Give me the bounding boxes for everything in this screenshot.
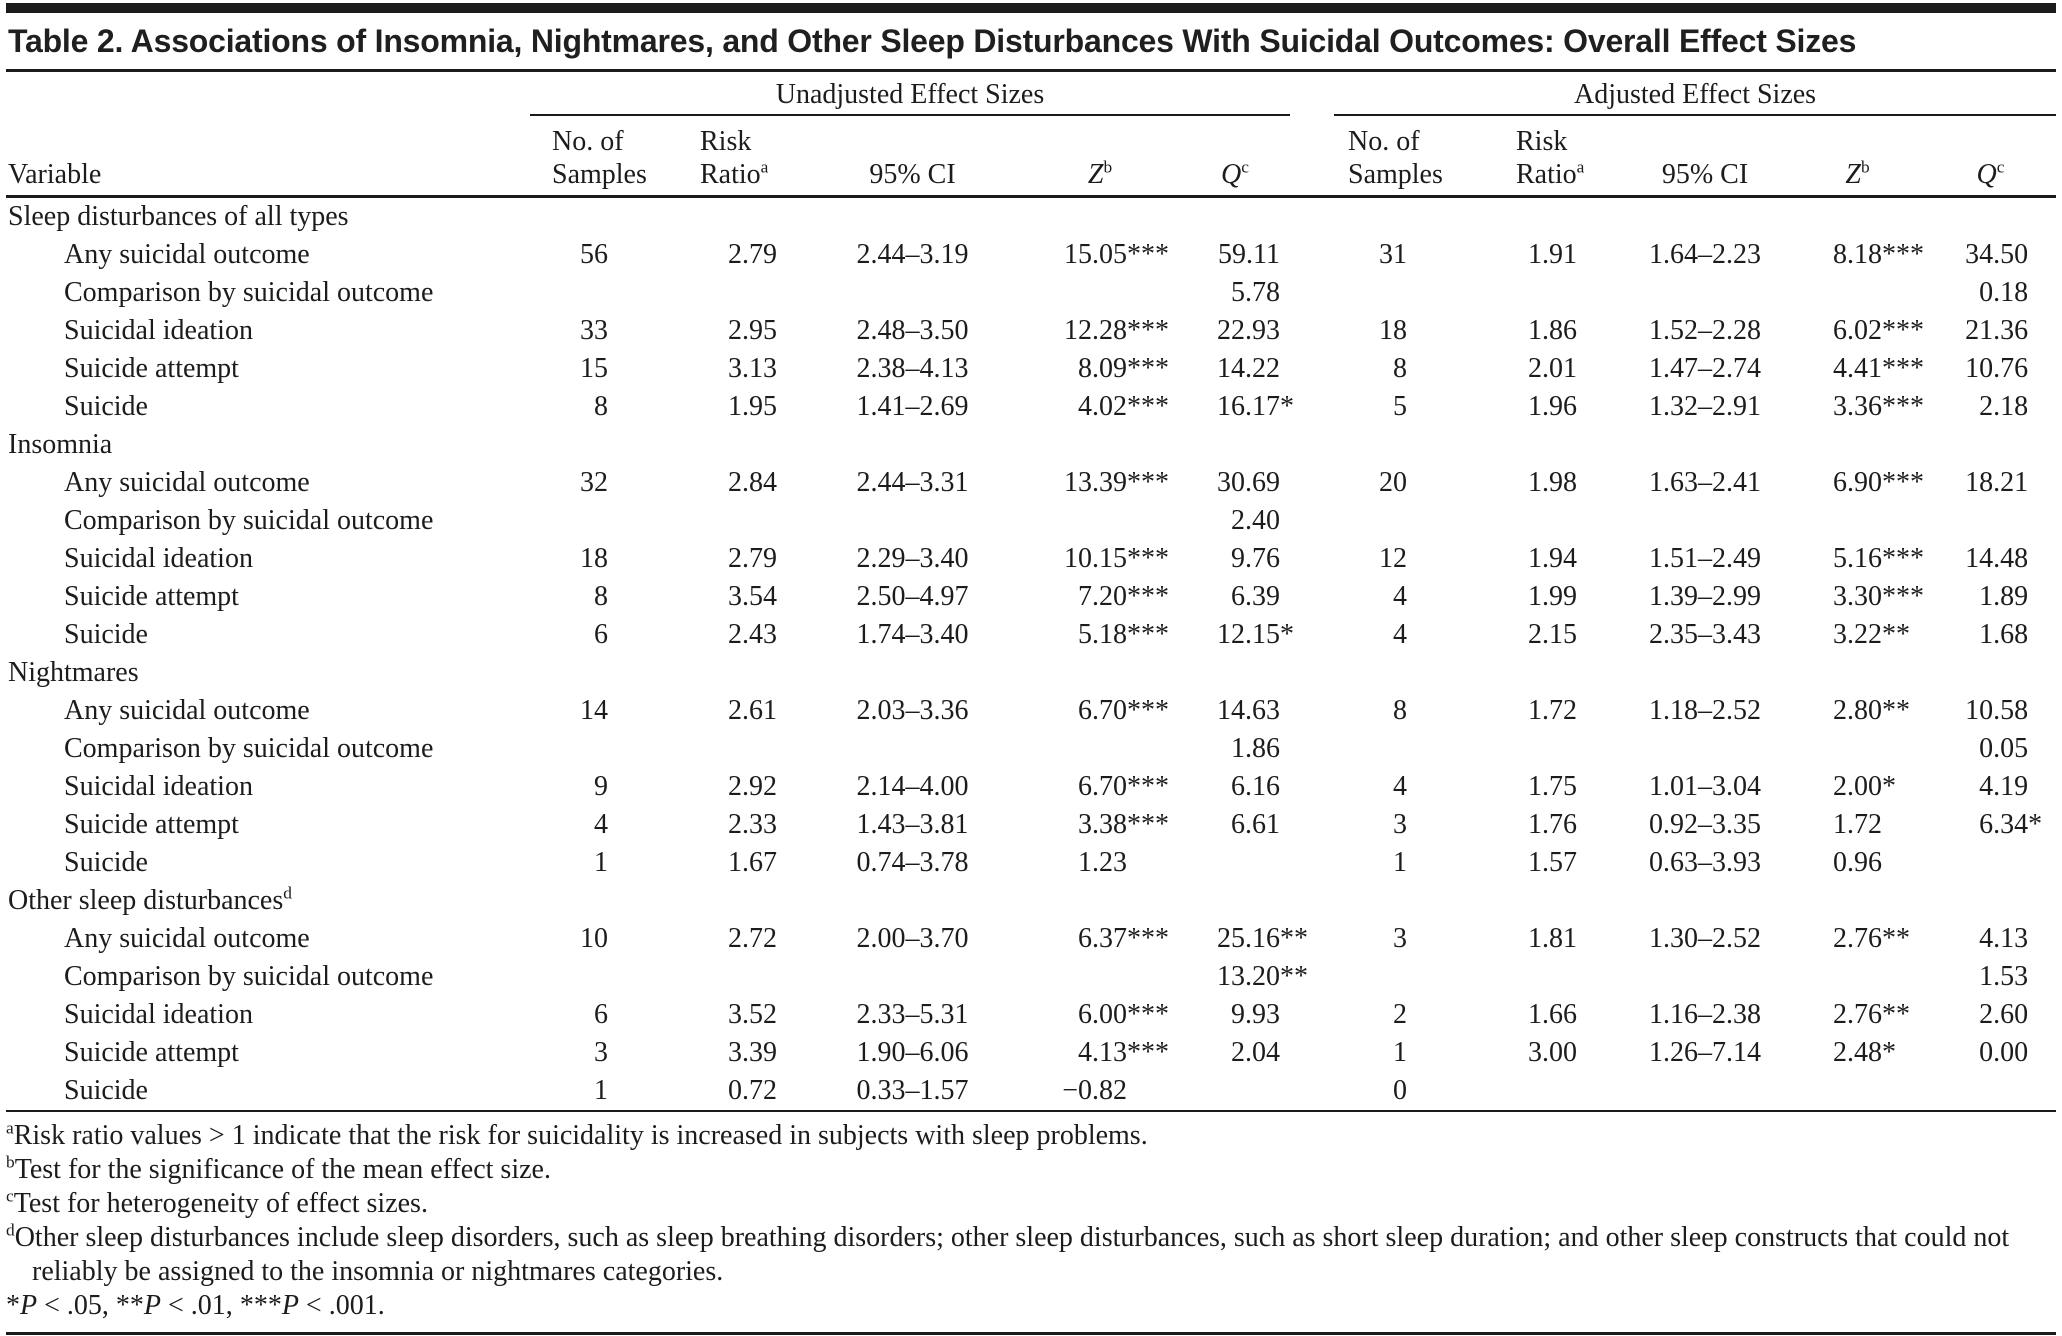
cell-u-z: 1.23 <box>1078 847 1127 878</box>
cell-a-ci <box>1620 502 1790 540</box>
cell-u-samples: 1 <box>594 1075 608 1106</box>
cell-a-z: 2.48* <box>1833 1037 1896 1068</box>
variable-cell: Suicide <box>64 1075 148 1106</box>
cell-u-samples: 56 <box>580 239 608 270</box>
cell-a-ci <box>1620 274 1790 312</box>
cell-u-z: 15.05*** <box>1064 239 1169 270</box>
cell-u-q: 13.20** <box>1217 961 1308 992</box>
variable-cell: Suicidal ideation <box>64 315 253 346</box>
cell-a-z: 3.36*** <box>1833 391 1924 422</box>
section-header-row <box>6 882 2056 920</box>
cell-a-samples: 3 <box>1393 923 1407 954</box>
footnote: $^b$Test for the significance of the mean effect size. <box>6 1152 551 1185</box>
cell-u-z: 6.00*** <box>1078 999 1169 1030</box>
table-row <box>6 806 2056 844</box>
cell-u-ci: 1.74–3.40 <box>856 619 969 650</box>
cell-u-z: 13.39*** <box>1064 467 1169 498</box>
group-spacer-cell <box>1290 236 1334 274</box>
cell-a-risk-ratio: 2.01 <box>1528 353 1577 384</box>
cell-a-z: 5.16*** <box>1833 543 1924 574</box>
cell-u-risk-ratio: 3.13 <box>728 353 777 384</box>
cell-u-ci <box>825 730 1000 768</box>
footnote: $^d$Other sleep disturbances include sleep disorders, such as sleep breathing disorders; other sleep disturbances, such as short sleep duration; and other sleep constructs that could not reliably be assigned to the insomnia or nightmares categories. <box>6 1220 2010 1287</box>
table-body <box>6 197 2056 1112</box>
cell-a-risk-ratio <box>1470 502 1620 540</box>
cell-a-samples: 18 <box>1379 315 1407 346</box>
table-row <box>6 578 2056 616</box>
cell-u-z: 6.70*** <box>1078 771 1169 802</box>
variable-cell: Any suicidal outcome <box>64 467 310 498</box>
cell-u-risk-ratio: 0.72 <box>728 1075 777 1106</box>
cell-a-risk-ratio: 1.99 <box>1528 581 1577 612</box>
cell-u-risk-ratio <box>666 958 825 996</box>
cell-u-samples: 33 <box>580 315 608 346</box>
cell-u-risk-ratio: 2.72 <box>728 923 777 954</box>
cell-u-risk-ratio: 3.39 <box>728 1037 777 1068</box>
variable-cell: Suicide <box>64 391 148 422</box>
cell-a-risk-ratio: 1.94 <box>1528 543 1577 574</box>
cell-a-z: 8.18*** <box>1833 239 1924 270</box>
footnote: $^c$Test for heterogeneity of effect sizes. <box>6 1186 428 1219</box>
cell-u-q: 14.22 <box>1217 353 1280 384</box>
cell-u-z <box>1000 274 1160 312</box>
table-row <box>6 996 2056 1034</box>
section-header-row <box>6 654 2056 692</box>
cell-u-z: 6.70*** <box>1078 695 1169 726</box>
cell-a-ci <box>1620 1072 1790 1111</box>
cell-a-samples: 12 <box>1379 543 1407 574</box>
variable-cell: Suicide attempt <box>64 353 239 384</box>
variable-cell: Comparison by suicidal outcome <box>64 277 434 308</box>
cell-a-samples: 3 <box>1393 809 1407 840</box>
cell-u-ci: 1.43–3.81 <box>856 809 969 840</box>
group-spacer-cell <box>1290 768 1334 806</box>
cell-u-samples: 4 <box>594 809 608 840</box>
table-row <box>6 730 2056 768</box>
column-header-ratio-line2-unadjusted: Ratio$^a$ <box>700 157 769 190</box>
cell-a-ci: 1.16–2.38 <box>1649 999 1761 1030</box>
title-rule <box>6 69 2056 72</box>
cell-a-ci: 1.64–2.23 <box>1649 239 1761 270</box>
cell-a-q: 10.76 <box>1965 353 2029 384</box>
effect-sizes-table <box>6 78 2056 1112</box>
cell-a-z: 2.76** <box>1833 923 1910 954</box>
cell-u-samples: 10 <box>580 923 608 954</box>
table-row <box>6 236 2056 274</box>
cell-u-z: 7.20*** <box>1078 581 1169 612</box>
column-header-samples-line2-adjusted: Samples <box>1348 159 1443 190</box>
cell-a-z <box>1790 1072 1925 1111</box>
section-header: Nightmares <box>8 657 139 688</box>
cell-a-ci: 1.52–2.28 <box>1649 315 1761 346</box>
cell-a-z: 2.00* <box>1833 771 1896 802</box>
cell-a-z: 0.96 <box>1833 847 1882 878</box>
cell-u-z: 4.13*** <box>1078 1037 1169 1068</box>
cell-a-ci: 1.01–3.04 <box>1649 771 1761 802</box>
variable-cell: Any suicidal outcome <box>64 923 310 954</box>
section-header-row <box>6 197 2056 237</box>
cell-a-samples: 0 <box>1393 1075 1407 1106</box>
group-spacer-cell <box>1290 692 1334 730</box>
cell-u-q: 12.15* <box>1217 619 1294 650</box>
cell-a-risk-ratio <box>1470 274 1620 312</box>
cell-u-risk-ratio: 1.95 <box>728 391 777 422</box>
cell-u-q: 6.39 <box>1231 581 1280 612</box>
cell-u-risk-ratio: 1.67 <box>728 847 777 878</box>
cell-a-ci: 1.18–2.52 <box>1649 695 1761 726</box>
cell-a-q: 1.53 <box>1979 961 2029 992</box>
group-spacer-cell <box>1290 464 1334 502</box>
cell-a-ci: 0.92–3.35 <box>1649 809 1761 840</box>
column-header-z-unadjusted: $Z^b$ <box>1087 157 1113 190</box>
cell-a-ci: 1.26–7.14 <box>1649 1037 1761 1068</box>
cell-u-q: 16.17* <box>1217 391 1294 422</box>
column-header-samples-unadjusted: No. of <box>552 126 624 157</box>
cell-u-z: 4.02*** <box>1078 391 1169 422</box>
variable-cell: Suicide attempt <box>64 1037 239 1068</box>
column-header-samples-line2-unadjusted: Samples <box>552 159 647 190</box>
group-spacer-cell <box>1290 844 1334 882</box>
table-row <box>6 312 2056 350</box>
cell-u-q <box>1160 844 1290 882</box>
table-bottom-rule <box>6 1332 2056 1335</box>
cell-u-q: 1.86 <box>1231 733 1280 764</box>
cell-u-samples <box>530 958 666 996</box>
cell-u-q: 6.61 <box>1231 809 1280 840</box>
column-header-z-adjusted: $Z^b$ <box>1845 157 1870 190</box>
cell-a-z: 4.41*** <box>1833 353 1924 384</box>
cell-u-z: −0.82 <box>1062 1075 1127 1106</box>
cell-a-q: 21.36 <box>1965 315 2029 346</box>
cell-u-z <box>1000 958 1160 996</box>
cell-u-ci <box>825 502 1000 540</box>
cell-a-risk-ratio: 1.66 <box>1528 999 1577 1030</box>
cell-u-samples: 3 <box>594 1037 608 1068</box>
cell-a-q: 18.21 <box>1965 467 2029 498</box>
cell-a-risk-ratio: 1.86 <box>1528 315 1577 346</box>
cell-u-risk-ratio: 3.52 <box>728 999 777 1030</box>
column-header-ratio-line2-adjusted: Ratio$^a$ <box>1516 157 1585 190</box>
cell-a-ci: 1.63–2.41 <box>1649 467 1761 498</box>
group-spacer-cell <box>1290 1034 1334 1072</box>
cell-a-risk-ratio: 1.76 <box>1528 809 1577 840</box>
cell-u-ci: 0.33–1.57 <box>856 1075 969 1106</box>
cell-u-samples: 1 <box>594 847 608 878</box>
group-spacer-cell <box>1290 502 1334 540</box>
cell-a-z: 3.22** <box>1833 619 1910 650</box>
group-spacer-cell <box>1290 350 1334 388</box>
cell-a-samples <box>1334 502 1470 540</box>
cell-a-z: 6.02*** <box>1833 315 1924 346</box>
group-spacer-cell <box>1290 996 1334 1034</box>
cell-u-risk-ratio: 2.33 <box>728 809 777 840</box>
cell-u-z: 6.37*** <box>1078 923 1169 954</box>
cell-a-samples: 1 <box>1393 847 1407 878</box>
column-header-q-adjusted: $Q^c$ <box>1976 157 2005 190</box>
column-header-q-unadjusted: $Q^c$ <box>1221 157 1249 190</box>
cell-a-risk-ratio: 1.98 <box>1528 467 1577 498</box>
section-header-row <box>6 426 2056 464</box>
cell-a-q: 1.89 <box>1979 581 2029 612</box>
cell-a-z: 2.80** <box>1833 695 1910 726</box>
cell-u-ci: 2.03–3.36 <box>856 695 969 726</box>
variable-cell: Suicide attempt <box>64 809 239 840</box>
cell-a-q: 0.18 <box>1979 277 2029 308</box>
group-spacer-cell <box>1290 730 1334 768</box>
variable-cell: Comparison by suicidal outcome <box>64 505 434 536</box>
cell-u-risk-ratio <box>666 274 825 312</box>
cell-u-ci: 2.29–3.40 <box>856 543 969 574</box>
cell-a-q: 2.18 <box>1979 391 2029 422</box>
significance-note: *P < .05, **P < .01, ***P < .001. <box>6 1290 385 1321</box>
cell-a-q: 4.13 <box>1979 923 2029 954</box>
cell-u-z: 10.15*** <box>1064 543 1169 574</box>
cell-a-samples: 4 <box>1393 581 1407 612</box>
group-spacer-cell <box>1290 312 1334 350</box>
cell-a-samples: 8 <box>1393 353 1407 384</box>
cell-a-q: 0.00 <box>1979 1037 2029 1068</box>
cell-a-risk-ratio <box>1470 730 1620 768</box>
cell-u-ci: 2.48–3.50 <box>856 315 969 346</box>
cell-u-ci: 2.44–3.19 <box>856 239 969 270</box>
cell-a-risk-ratio: 1.72 <box>1528 695 1577 726</box>
cell-a-z <box>1790 958 1925 996</box>
group-header-adjusted: Adjusted Effect Sizes <box>1334 78 2056 115</box>
cell-u-risk-ratio <box>666 730 825 768</box>
table-top-bar <box>6 3 2056 13</box>
cell-a-samples: 1 <box>1393 1037 1407 1068</box>
cell-u-samples: 18 <box>580 543 608 574</box>
table-row <box>6 388 2056 426</box>
cell-u-samples: 32 <box>580 467 608 498</box>
cell-u-risk-ratio: 3.54 <box>728 581 777 612</box>
cell-u-ci: 2.00–3.70 <box>856 923 969 954</box>
cell-u-z <box>1000 502 1160 540</box>
cell-u-z: 3.38*** <box>1078 809 1169 840</box>
cell-a-risk-ratio: 1.57 <box>1528 847 1577 878</box>
cell-a-samples: 8 <box>1393 695 1407 726</box>
cell-a-risk-ratio: 1.81 <box>1528 923 1577 954</box>
group-spacer-cell <box>1290 388 1334 426</box>
cell-u-ci: 2.14–4.00 <box>856 771 969 802</box>
cell-u-ci: 0.74–3.78 <box>856 847 969 878</box>
cell-a-samples <box>1334 730 1470 768</box>
table-row <box>6 1034 2056 1072</box>
cell-a-ci: 1.32–2.91 <box>1649 391 1761 422</box>
cell-u-ci: 2.38–4.13 <box>856 353 969 384</box>
cell-u-samples: 9 <box>594 771 608 802</box>
cell-a-ci: 1.39–2.99 <box>1649 581 1761 612</box>
cell-a-risk-ratio: 1.96 <box>1528 391 1577 422</box>
table-row <box>6 958 2056 996</box>
group-spacer-cell <box>1290 578 1334 616</box>
cell-a-ci: 1.51–2.49 <box>1649 543 1761 574</box>
table-row <box>6 1072 2056 1111</box>
cell-u-q: 5.78 <box>1231 277 1280 308</box>
cell-u-risk-ratio: 2.43 <box>728 619 777 650</box>
cell-u-samples: 6 <box>594 999 608 1030</box>
cell-a-risk-ratio <box>1470 1072 1620 1111</box>
cell-a-risk-ratio <box>1470 958 1620 996</box>
cell-a-samples: 20 <box>1379 467 1407 498</box>
cell-a-ci: 0.63–3.93 <box>1649 847 1761 878</box>
table-row <box>6 502 2056 540</box>
cell-a-samples <box>1334 958 1470 996</box>
cell-a-q: 10.58 <box>1965 695 2029 726</box>
cell-u-q: 25.16** <box>1217 923 1308 954</box>
variable-cell: Suicide <box>64 619 148 650</box>
cell-a-ci: 1.47–2.74 <box>1649 353 1761 384</box>
cell-u-samples <box>530 274 666 312</box>
footnotes <box>6 1119 2056 1323</box>
cell-a-z: 2.76** <box>1833 999 1910 1030</box>
cell-a-samples: 2 <box>1393 999 1407 1030</box>
cell-u-q: 9.76 <box>1231 543 1280 574</box>
section-header: Other sleep disturbances$^d$ <box>8 883 292 916</box>
group-spacer-cell <box>1290 274 1334 312</box>
cell-u-risk-ratio <box>666 502 825 540</box>
cell-u-risk-ratio: 2.95 <box>728 315 777 346</box>
cell-a-q: 4.19 <box>1979 771 2029 802</box>
table-row <box>6 350 2056 388</box>
cell-a-z <box>1790 502 1925 540</box>
cell-u-samples: 8 <box>594 581 608 612</box>
cell-u-ci: 2.50–4.97 <box>856 581 969 612</box>
section-header: Insomnia <box>8 429 113 460</box>
cell-a-samples: 5 <box>1393 391 1407 422</box>
cell-a-z <box>1790 274 1925 312</box>
footnote: $^a$Risk ratio values > 1 indicate that the risk for suicidality is increased in subjects with sleep problems. <box>6 1118 1148 1151</box>
cell-a-q <box>1925 1072 2056 1111</box>
cell-a-risk-ratio: 1.75 <box>1528 771 1577 802</box>
variable-cell: Any suicidal outcome <box>64 695 310 726</box>
cell-u-z <box>1000 730 1160 768</box>
variable-cell: Comparison by suicidal outcome <box>64 733 434 764</box>
cell-u-q: 2.04 <box>1231 1037 1280 1068</box>
cell-u-samples: 15 <box>580 353 608 384</box>
cell-u-q: 30.69 <box>1217 467 1280 498</box>
column-header-ci-adjusted: 95% CI <box>1661 159 1749 190</box>
cell-u-ci <box>825 958 1000 996</box>
cell-u-q: 6.16 <box>1231 771 1280 802</box>
cell-a-ci: 1.30–2.52 <box>1649 923 1761 954</box>
cell-a-q: 2.60 <box>1979 999 2029 1030</box>
variable-cell: Suicidal ideation <box>64 543 253 574</box>
cell-a-z: 3.30*** <box>1833 581 1924 612</box>
cell-u-risk-ratio: 2.79 <box>728 239 777 270</box>
cell-u-risk-ratio: 2.79 <box>728 543 777 574</box>
cell-u-ci <box>825 274 1000 312</box>
cell-u-risk-ratio: 2.61 <box>728 695 777 726</box>
cell-a-z: 1.72 <box>1833 809 1882 840</box>
cell-a-q: 1.68 <box>1979 619 2029 650</box>
cell-u-risk-ratio: 2.92 <box>728 771 777 802</box>
table-row <box>6 920 2056 958</box>
variable-cell: Suicidal ideation <box>64 771 253 802</box>
table-row <box>6 274 2056 312</box>
table-row <box>6 844 2056 882</box>
cell-a-q: 34.50 <box>1965 239 2029 270</box>
table-row <box>6 616 2056 654</box>
cell-a-q: 0.05 <box>1979 733 2029 764</box>
cell-a-risk-ratio: 1.91 <box>1528 239 1577 270</box>
column-header-risk-ratio-adjusted: Risk <box>1516 126 1568 157</box>
variable-cell: Suicide <box>64 847 148 878</box>
cell-a-z <box>1790 730 1925 768</box>
cell-a-q <box>1925 844 2056 882</box>
cell-u-z: 12.28*** <box>1064 315 1169 346</box>
cell-a-q: 6.34* <box>1979 809 2043 840</box>
group-header-unadjusted: Unadjusted Effect Sizes <box>530 78 1290 115</box>
cell-a-z: 6.90*** <box>1833 467 1924 498</box>
cell-a-q: 14.48 <box>1965 543 2029 574</box>
variable-cell: Suicidal ideation <box>64 999 253 1030</box>
cell-a-samples: 4 <box>1393 619 1407 650</box>
cell-a-ci <box>1620 958 1790 996</box>
cell-u-q <box>1160 1072 1290 1111</box>
cell-a-q <box>1925 502 2056 540</box>
cell-u-q: 2.40 <box>1231 505 1280 536</box>
cell-u-samples: 6 <box>594 619 608 650</box>
cell-u-ci: 1.41–2.69 <box>856 391 969 422</box>
group-spacer-cell <box>1290 540 1334 578</box>
cell-u-risk-ratio: 2.84 <box>728 467 777 498</box>
cell-u-z: 8.09*** <box>1078 353 1169 384</box>
cell-u-ci: 1.90–6.06 <box>856 1037 969 1068</box>
cell-u-ci: 2.33–5.31 <box>856 999 969 1030</box>
cell-a-ci: 2.35–3.43 <box>1649 619 1761 650</box>
cell-u-ci: 2.44–3.31 <box>856 467 969 498</box>
cell-a-risk-ratio: 2.15 <box>1528 619 1577 650</box>
table-row <box>6 768 2056 806</box>
cell-u-samples <box>530 502 666 540</box>
cell-u-q: 9.93 <box>1231 999 1280 1030</box>
column-header-variable: Variable <box>8 159 102 190</box>
cell-a-samples: 31 <box>1379 239 1407 270</box>
cell-a-risk-ratio: 3.00 <box>1528 1037 1577 1068</box>
column-header-samples-adjusted: No. of <box>1348 126 1420 157</box>
cell-u-samples: 8 <box>594 391 608 422</box>
cell-a-ci <box>1620 730 1790 768</box>
group-spacer-cell <box>1290 806 1334 844</box>
group-spacer-cell <box>1290 1072 1334 1111</box>
table-title: Table 2. Associations of Insomnia, Nightmares, and Other Sleep Disturbances With Suicidal Outcomes: Overall Effect Sizes <box>8 23 1857 59</box>
group-spacer-cell <box>1290 616 1334 654</box>
table-row <box>6 540 2056 578</box>
table-row <box>6 464 2056 502</box>
cell-u-z: 5.18*** <box>1078 619 1169 650</box>
cell-u-samples: 14 <box>580 695 608 726</box>
section-header: Sleep disturbances of all types <box>8 201 349 232</box>
variable-cell: Any suicidal outcome <box>64 239 310 270</box>
column-header-ci-unadjusted: 95% CI <box>869 159 956 190</box>
variable-cell: Suicide attempt <box>64 581 239 612</box>
column-header-risk-ratio-unadjusted: Risk <box>700 126 752 157</box>
cell-a-samples <box>1334 274 1470 312</box>
cell-u-samples <box>530 730 666 768</box>
cell-u-q: 22.93 <box>1217 315 1280 346</box>
cell-u-q: 14.63 <box>1217 695 1280 726</box>
group-spacer <box>1290 78 1334 197</box>
cell-u-q: 59.11 <box>1218 239 1280 270</box>
table-row <box>6 692 2056 730</box>
cell-a-samples: 4 <box>1393 771 1407 802</box>
variable-cell: Comparison by suicidal outcome <box>64 961 434 992</box>
